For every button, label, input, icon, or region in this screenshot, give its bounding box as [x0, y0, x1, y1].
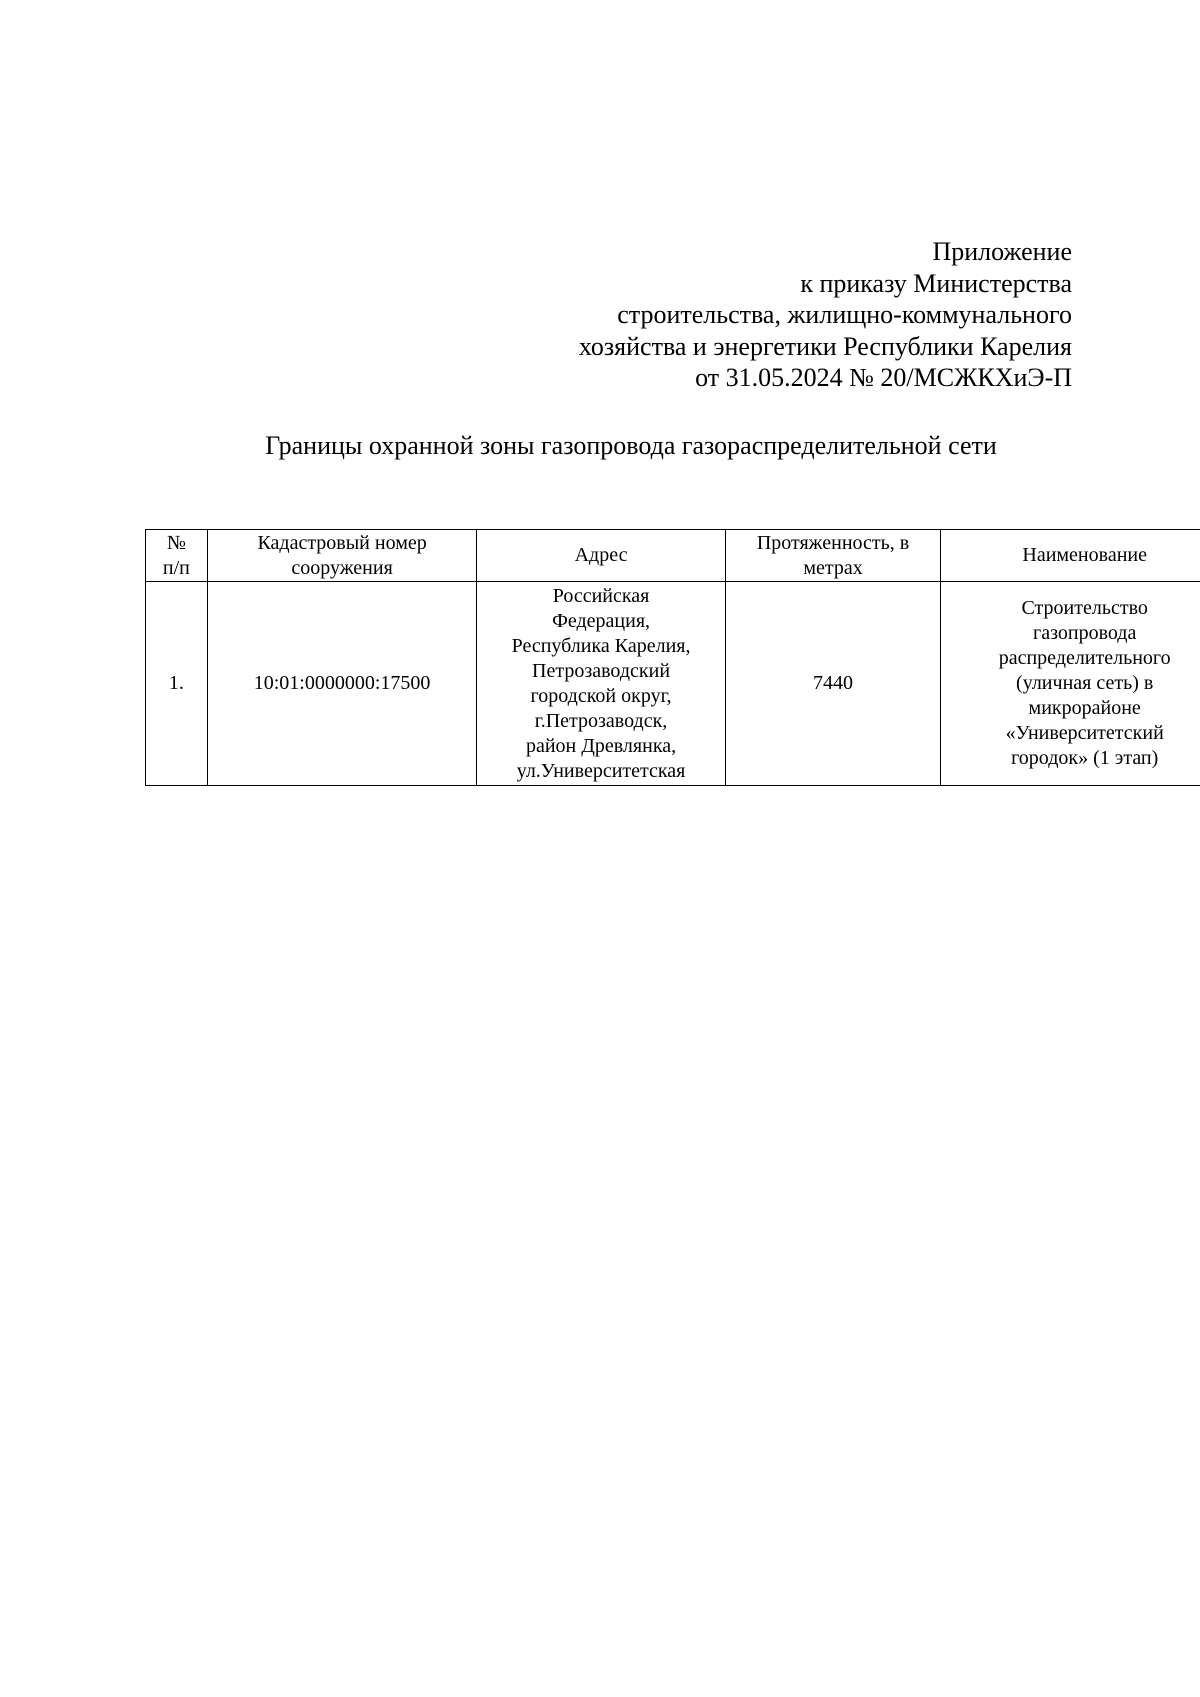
header-cell-cadastral: [207, 530, 477, 582]
name-line: Строительство: [1021, 597, 1148, 619]
name-line: микрорайоне: [1028, 697, 1141, 719]
cell-number: 1.: [146, 582, 208, 786]
appendix-line: от 31.05.2024 № 20/МСЖКХиЭ-П: [695, 363, 1072, 392]
appendix-line: к приказу Министерства: [800, 268, 1072, 298]
header-text: п/п: [162, 556, 190, 579]
header-text: сооружения: [291, 556, 393, 579]
name-line: газопровода: [1033, 622, 1137, 644]
address-line: городской округ,: [530, 684, 672, 707]
cell-name: [941, 582, 1200, 786]
header-cell-number: [146, 530, 208, 582]
protection-zone-table: [145, 529, 1200, 786]
address-line: Петрозаводский: [532, 659, 671, 682]
appendix-line: хозяйства и энергетики Республики Карелия: [578, 331, 1072, 361]
cell-address: [477, 582, 725, 786]
address-line: Федерация,: [552, 609, 651, 632]
appendix-line: строительства, жилищно-коммунального: [617, 300, 1072, 329]
name-line: «Университетский: [1005, 722, 1164, 744]
cell-length: 7440: [725, 582, 941, 786]
name-line: (уличная сеть) в: [1016, 672, 1154, 694]
address-line: Республика Карелия,: [511, 634, 691, 657]
table-header-row: [146, 530, 1200, 582]
document-title: Границы охранной зоны газопровода газораспределительной сети: [265, 431, 997, 460]
header-cell-address: [477, 530, 725, 582]
header-cell-length: [725, 530, 941, 582]
address-line: Российская: [552, 584, 650, 607]
header-cell-name: [941, 530, 1200, 582]
header-text: Кадастровый номер: [257, 531, 427, 554]
address-line: ул.Университетская: [516, 759, 686, 782]
header-text: Адрес: [574, 544, 628, 566]
name-line: городок» (1 этап): [1011, 747, 1159, 769]
header-text: Наименование: [1022, 544, 1147, 566]
appendix-header: [579, 236, 1072, 394]
header-text: метрах: [803, 556, 863, 579]
header-text: Протяженность, в: [756, 531, 910, 554]
table-row: [146, 582, 1200, 786]
cell-cadastral-number: 10:01:0000000:17500: [207, 582, 477, 786]
header-text: №: [166, 531, 186, 554]
name-line: распределительного: [998, 647, 1171, 669]
address-line: район Древлянка,: [525, 734, 677, 757]
address-line: г.Петрозаводск,: [534, 709, 668, 732]
appendix-line: Приложение: [932, 237, 1072, 266]
